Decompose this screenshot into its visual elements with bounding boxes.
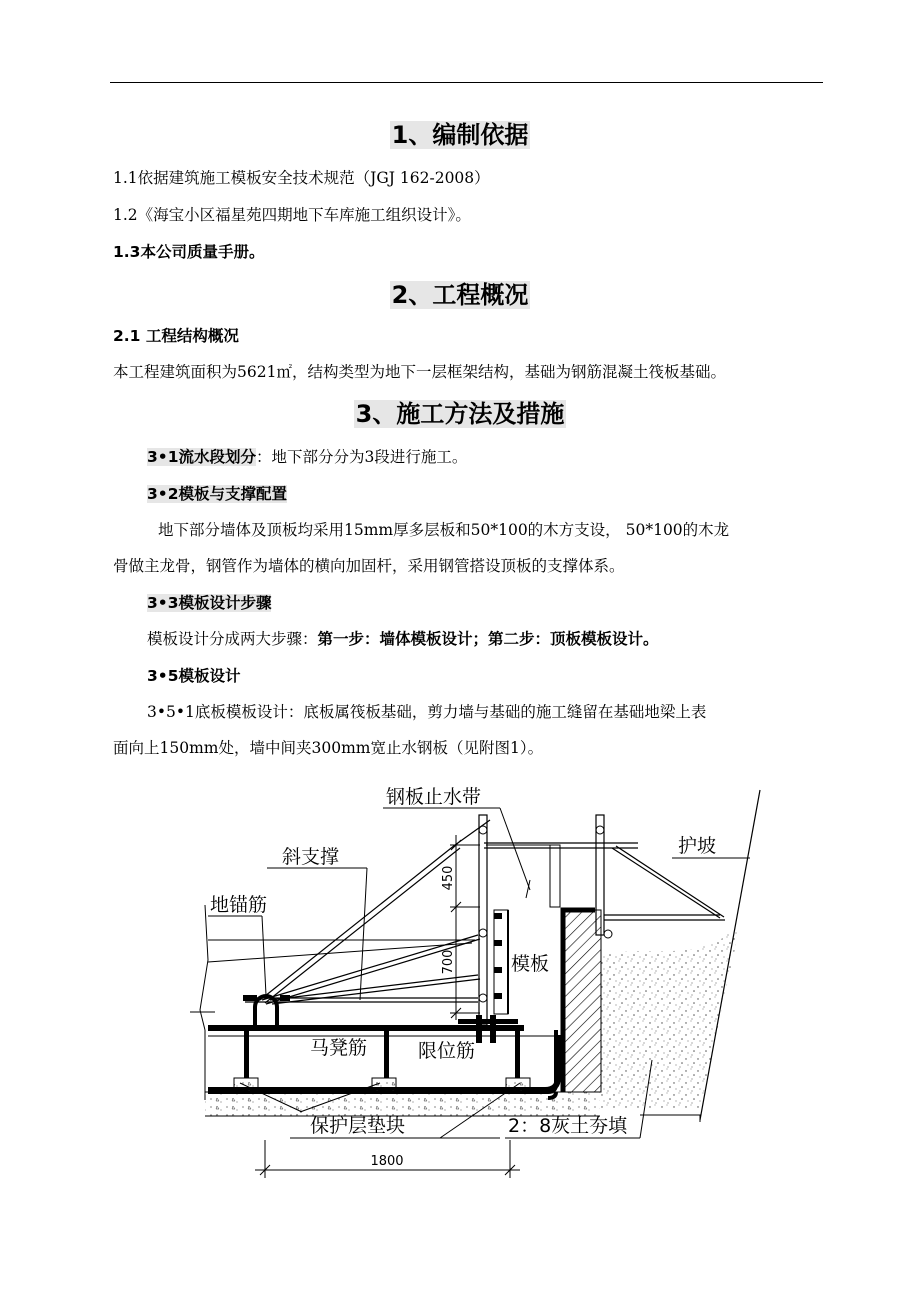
basis-item-2: 1.2《海宝小区福星苑四期地下车库施工组织设计》。 <box>113 206 471 224</box>
section-2-heading: 2、工程概况 <box>391 281 529 309</box>
section-1-heading: 1、编制依据 <box>391 121 529 149</box>
label-chair-bar: 马凳筋 <box>310 1037 368 1059</box>
paragraph-3-2-line-1: 地下部分墙体及顶板均采用15mm厚多层板和50*100的木方支设， 50*100的木龙 <box>158 521 730 539</box>
project-overview-text: 本工程建筑面积为5621㎡，结构类型为地下一层框架结构，基础为钢筋混凝土筏板基础。 <box>113 363 726 381</box>
label-backfill: 2：8灰土夯填 <box>508 1115 628 1137</box>
label-ground-anchor: 地锚筋 <box>210 894 268 916</box>
dim-700: 700 <box>441 949 456 975</box>
paragraph-3-1-label: 3•1流水段划分 <box>147 448 256 466</box>
paragraph-3-1-text: ：地下部分分为3段进行施工。 <box>255 448 468 466</box>
concrete-cushion <box>205 1092 600 1116</box>
paragraph-3-2-line-2: 骨做主龙骨，钢管作为墙体的横向加固杆，采用钢管搭设顶板的支撑体系。 <box>113 557 625 575</box>
paragraph-3-3-text-a: 模板设计分成两大步骤： <box>147 630 318 648</box>
label-slope-protection: 护坡 <box>678 835 717 857</box>
right-pipe <box>484 815 725 938</box>
section-2-1-heading: 2.1 工程结构概况 <box>113 327 239 345</box>
dim-450: 450 <box>441 865 456 891</box>
label-limit-bar: 限位筋 <box>418 1040 476 1062</box>
dim-1800: 1800 <box>370 1154 404 1169</box>
paragraph-3-2-label: 3•2模板与支撑配置 <box>147 485 287 503</box>
vertical-pipe <box>479 815 487 1025</box>
label-diagonal-brace: 斜支撑 <box>282 846 340 868</box>
vertical-dimensions <box>450 835 480 1020</box>
paragraph-3-3-text-b: 第一步：墙体模板设计；第二步：顶板模板设计。 <box>317 630 659 648</box>
label-steel-waterstop: 钢板止水带 <box>386 786 482 808</box>
basis-item-1: 1.1依据建筑施工模板安全技术规范（JGJ 162-2008） <box>113 169 490 187</box>
label-formwork: 模板 <box>511 953 550 975</box>
waterstop-plate <box>486 845 560 907</box>
ground-anchor <box>243 995 290 1025</box>
left-break-line <box>200 905 208 1030</box>
basis-item-3: 1.3本公司质量手册。 <box>113 243 265 261</box>
paragraph-3-5-line-1: 3•5•1底板模板设计：底板属筏板基础，剪力墙与基础的施工缝留在基础地梁上表 <box>147 703 707 721</box>
formwork-panels <box>494 910 508 1014</box>
wall-section <box>563 910 601 1092</box>
paragraph-3-5-line-2: 面向上150mm处，墙中间夹300mm宽止水钢板（见附图1）。 <box>113 739 544 757</box>
section-3-heading: 3、施工方法及措施 <box>355 400 565 428</box>
label-cover-block: 保护层垫块 <box>310 1115 406 1137</box>
paragraph-3-5-label: 3•5模板设计 <box>147 667 241 685</box>
paragraph-3-3-label: 3•3模板设计步骤 <box>147 594 272 612</box>
